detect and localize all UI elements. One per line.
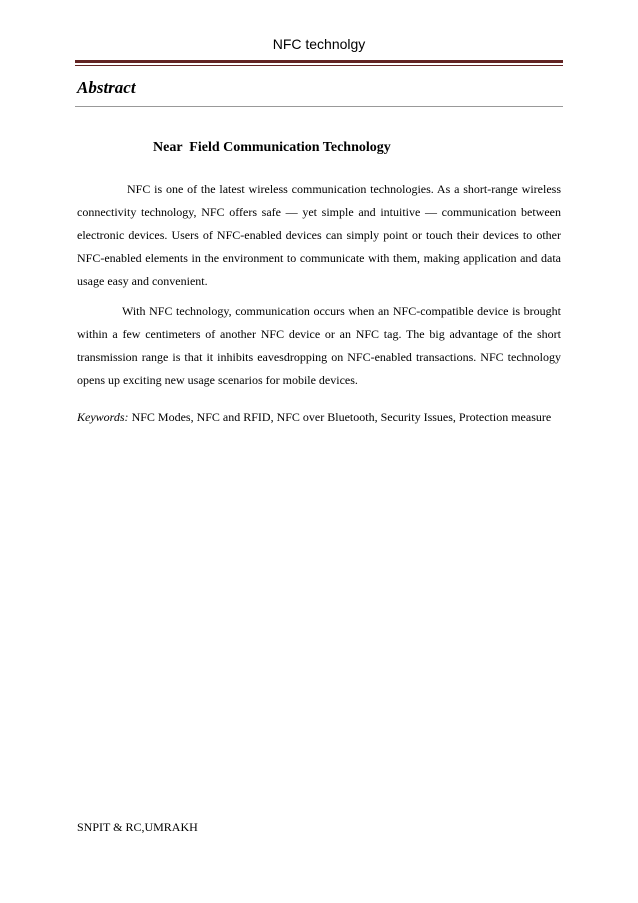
keywords-text: NFC Modes, NFC and RFID, NFC over Bluetooth, Security Issues, Protection measure	[128, 410, 552, 424]
running-header: NFC technolgy	[272, 36, 366, 52]
abstract-paragraph-2: With NFC technology, communication occurs when an NFC-compatible device is brought within a few centimeters of another NFC device or an NFC tag. The big advantage of the short transmission range is that it inhibits eavesdropping on NFC-enabled transactions. NFC technology opens up exciting new usage scenarios for mobile devices.	[77, 304, 561, 387]
abstract-paragraph-1: NFC is one of the latest wireless communication technologies. As a short-range wireless connectivity technology, NFC offers safe — yet simple and intuitive — communication between electronic devices. Users of NFC-enabled devices can simply point or touch their devices to other NFC-enabled elements in the environment to communicate with them, making application and data usage easy and convenient.	[77, 182, 561, 288]
header-rule-thin	[75, 65, 563, 66]
keywords-label: Keywords:	[77, 410, 129, 424]
page-footer: SNPIT & RC,UMRAKH	[77, 820, 198, 834]
header-rule-thick	[75, 60, 563, 63]
keywords-line	[77, 406, 598, 429]
document-title: Near Field Communication Technology	[153, 140, 391, 155]
section-heading: Abstract	[77, 78, 136, 97]
section-divider	[75, 106, 563, 107]
